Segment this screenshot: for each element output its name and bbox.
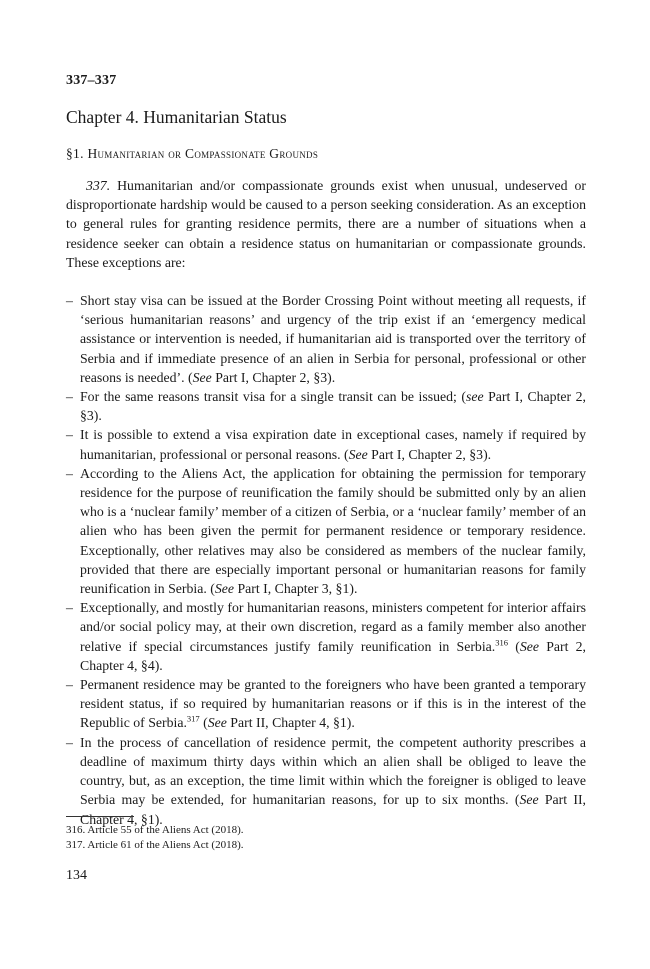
intro-text: Humanitarian and/or compassionate grounds exist when unusual, undeserved or disproportionate hardship would be caused to a person seeking consideration. As an exception to general rules for granting residence permits, there are a number of situations when a residence seeker can obtain a residence status on humanitarian or compassionate grounds. These exceptions are: [66, 178, 586, 270]
cross-reference: Part I, Chapter 3, §1). [234, 581, 358, 597]
list-item-text: Exceptionally, and mostly for humanitarian reasons, ministers competent for interior affairs and/or social policy may, at their own discretion, regard as a family member also another relative if special circumstances justify family reunification in Serbia. [80, 600, 586, 654]
dash-bullet: – [66, 734, 73, 750]
footnote: 317. Article 61 of the Aliens Act (2018). [66, 838, 244, 851]
dash-bullet: – [66, 293, 73, 309]
dash-bullet: – [66, 389, 73, 405]
section-heading: §1. Humanitarian or Compassionate Grounds [66, 146, 319, 161]
list-item-text: ( [507, 638, 520, 654]
list-item-text: Short stay visa can be issued at the Border Crossing Point without meeting all requests, if ‘serious humanitarian reasons’ and urgency of the trip exist if an ‘emergency medical assistance or intervention is needed, if humanitarian aid is transported over the territory of Serbia and if immediate presence of an alien in Serbia for personal, professional or other reasons is needed’. ( [80, 293, 586, 385]
footnote-marker[interactable]: 316 [495, 637, 508, 648]
see-reference: See [348, 446, 368, 462]
body-text [66, 176, 586, 829]
running-head: 337–337 [66, 73, 117, 88]
paragraph-number: 337. [86, 178, 111, 193]
list-item [66, 675, 586, 733]
see-reference: See [519, 792, 539, 808]
footnote-marker[interactable]: 317 [186, 713, 200, 724]
list-item-text: It is possible to extend a visa expiration date in exceptional cases, namely if required by humanitarian, professional or personal reasons. ( [80, 427, 586, 462]
see-reference: see [465, 389, 484, 405]
list-item-text: ( [199, 715, 208, 731]
see-reference: See [192, 369, 212, 385]
list-item [66, 425, 586, 463]
dash-bullet: – [66, 600, 73, 616]
list-item-text: In the process of cancellation of residence permit, the competent authority prescribes a deadline of maximum thirty days within which an alien shall be obliged to leave the country, but, as an exception, the time limit within which the foreigner is obliged to leave Serbia may be extended, for humanitarian reasons, for up to six months. ( [80, 734, 586, 808]
see-reference: See [214, 581, 235, 597]
page-number: 134 [66, 868, 87, 883]
chapter-title: Chapter 4. Humanitarian Status [66, 107, 287, 127]
dash-bullet: – [66, 465, 73, 481]
list-item-text: Permanent residence may be granted to the foreigners who have been granted a temporary resident status, if so required by humanitarian reasons or if this is in the interest of the Republic of Serbia. [80, 677, 586, 731]
list-item-text: According to the Aliens Act, the application for obtaining the permission for temporary residence for the purpose of reunification the family should be submitted only by an alien who is a ‘nuclear family’ member of a citizen of Serbia, or a ‘nuclear family’ member of an alien who has been given the permit for permanent residence or temporary residence. Exceptionally, other relatives may also be considered as members of the nuclear family, provided that there are especially important personal or humanitarian reasons for family reunification in Serbia. ( [80, 465, 586, 597]
cross-reference: Part II, Chapter 4, §1). [226, 715, 355, 731]
dash-bullet: – [66, 427, 73, 443]
see-reference: See [519, 638, 539, 654]
footnotes [66, 823, 244, 852]
footnote-divider [66, 816, 134, 817]
cross-reference: Part II, Chapter 4, §1). [80, 792, 586, 827]
list-item-text: For the same reasons transit visa for a single transit can be issued; ( [80, 389, 466, 405]
cross-reference: Part I, Chapter 2, §3). [80, 389, 586, 424]
exceptions-list [66, 291, 586, 829]
cross-reference: Part I, Chapter 2, §3). [211, 369, 336, 385]
footnote: 316. Article 55 of the Aliens Act (2018). [66, 824, 244, 836]
see-reference: See [207, 715, 227, 731]
cross-reference: Part I, Chapter 2, §3). [367, 446, 492, 462]
dash-bullet: – [66, 677, 73, 693]
list-item [66, 733, 586, 829]
intro-paragraph [66, 176, 586, 272]
list-item [66, 598, 586, 675]
list-item [66, 387, 586, 425]
cross-reference: Part 2, Chapter 4, §4). [80, 638, 586, 673]
list-item [66, 291, 586, 387]
list-item [66, 464, 586, 598]
